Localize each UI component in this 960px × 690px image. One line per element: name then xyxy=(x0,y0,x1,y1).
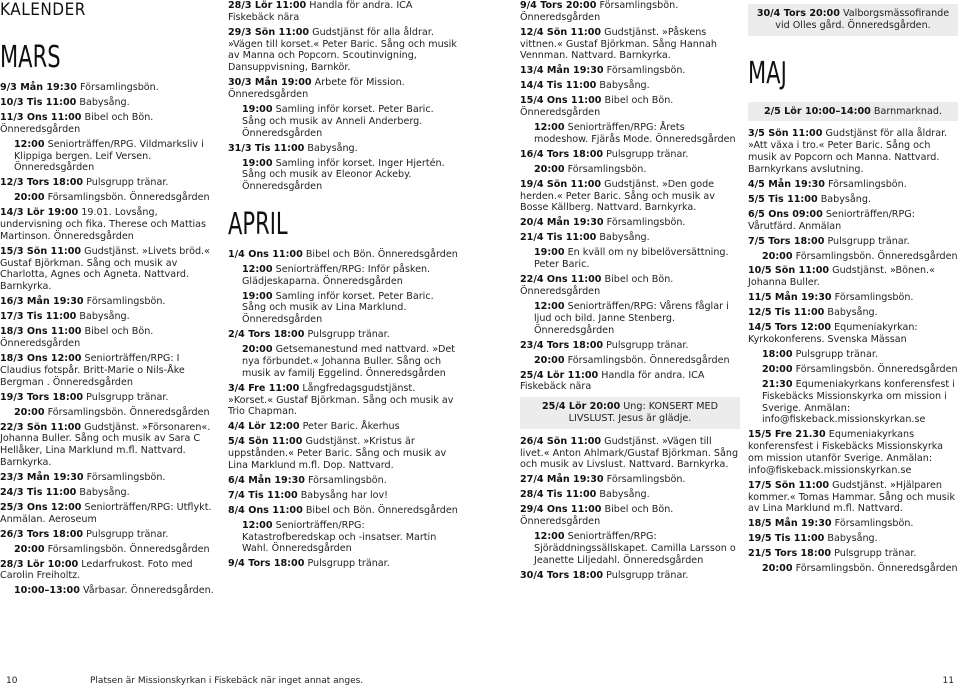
entry-date: 15/5 Fre 21.30 xyxy=(748,429,826,441)
calendar-entry xyxy=(520,164,740,176)
entry-date: 2/5 Lör 10:00–14:00 xyxy=(763,105,871,117)
entry-date: 18:00 xyxy=(762,349,793,361)
entry-date: 20:00 xyxy=(534,163,565,175)
entry-date: 20:00 xyxy=(762,364,793,375)
entry-text: Valborgsmässofirande vid Olles gård. Önneredsgården. xyxy=(775,8,950,31)
entry-date: 21/4 Tis 11:00 xyxy=(520,232,597,244)
calendar-entry xyxy=(520,122,740,146)
calendar-entry xyxy=(520,274,740,298)
entry-date: 24/3 Tis 11:00 xyxy=(0,486,77,498)
entry-text: Peter Baric. Åkerhus xyxy=(302,421,400,433)
entry-date: 28/3 Lör 10:00 xyxy=(0,558,79,570)
entry-date: 28/3 Lör 11:00 xyxy=(228,0,307,11)
entry-date: 11/3 Ons 11:00 xyxy=(0,111,82,123)
entry-text: Seniorträffen/RPG: Vårens fåglar i ljud och bild. Janne Stenberg. Önneredsgården xyxy=(534,300,729,336)
entry-date: 20:00 xyxy=(14,406,45,418)
entry-text: Gudstjänst. »Livets bröd.« Gustaf Björkman. Sång och musik av Charlotta, Agnes och Agneta. Nattvard. Barnkyrka. xyxy=(0,245,210,293)
entry-date: 8/4 Ons 11:00 xyxy=(228,504,303,516)
entry-text: Församlingsbön. Önneredsgården xyxy=(47,192,210,204)
calendar-entry xyxy=(748,128,958,175)
entry-text: Equmeniakyrkans konferensfest i Fiskebäcks Missionskyrka om mission i Sverige. Anmälan: info@fiskeback.missionskyrkan.se xyxy=(762,378,955,426)
calendar-entry xyxy=(0,529,215,541)
entry-text: Equmeniakyrkans konferensfest i Fiskebäcks Missionskyrka om mission utanför Sverige. Anmälan: info@fiskeback.missionskyrkan.se xyxy=(748,429,944,476)
page-title: KALENDER xyxy=(0,0,86,20)
entry-date: 23/3 Mån 19:30 xyxy=(0,471,84,483)
entry-text: Bibel och Bön. Önneredsgården xyxy=(0,111,154,135)
entry-text: Församlingsbön. xyxy=(834,292,914,304)
entry-date: 20:00 xyxy=(762,250,793,262)
entry-text: 19.01. Lovsång, undervisning och fika. Therese och Mattias Martinson. Önneredsgården xyxy=(0,207,207,242)
entry-date: 19:00 xyxy=(242,157,273,169)
entry-text: Gudstjänst. »Kristus är uppstånden.« Peter Baric. Sång och musik av Lina Marklund m.fl. Dop. Nattvard. xyxy=(228,436,447,471)
calendar-entry xyxy=(748,364,958,376)
entry-date: 14/4 Tis 11:00 xyxy=(520,80,597,92)
entry-text: Gudstjänst för alla åldrar. »Vägen till korset.« Peter Baric. Sång och musik av Manna och Popcorn. Scoutinvigning, Dansuppvisning, Barnkör. xyxy=(228,26,457,74)
calendar-entry xyxy=(228,77,460,101)
calendar-entry xyxy=(520,301,740,336)
calendar-entry xyxy=(228,520,460,555)
calendar-entry xyxy=(0,353,215,388)
calendar-entry xyxy=(748,518,958,530)
entry-date: 18/5 Mån 19:30 xyxy=(748,518,832,530)
entry-text: Arbete för Mission. Önneredsgården xyxy=(228,77,405,100)
calendar-entry xyxy=(228,421,460,433)
entry-date: 15/4 Ons 11:00 xyxy=(520,95,602,107)
entry-text: Pulsgrupp tränar. xyxy=(606,148,689,160)
entry-text: Babysång har lov! xyxy=(300,489,389,501)
entry-text: Gudstjänst. »Den gode herden.« Peter Baric. Sång och musik av Bosse Källberg. Nattvard. Barnkyrka. xyxy=(520,178,715,214)
entry-date: 19/3 Tors 18:00 xyxy=(0,391,84,403)
entry-date: 3/4 Fre 11:00 xyxy=(228,382,300,394)
entry-date: 12/4 Sön 11:00 xyxy=(520,26,602,38)
entry-date: 31/3 Tis 11:00 xyxy=(228,142,305,154)
entry-text: Babysång. xyxy=(599,80,650,92)
month-heading-maj: MAJ xyxy=(748,55,787,91)
entry-date: 21/5 Tors 18:00 xyxy=(748,548,832,560)
calendar-entry xyxy=(520,80,740,92)
calendar-entry xyxy=(0,112,215,136)
calendar-entry xyxy=(520,340,740,352)
calendar-entry xyxy=(228,249,460,261)
calendar-entry xyxy=(748,265,958,289)
entry-text: Församlingsbön. xyxy=(834,518,914,530)
entry-text: Babysång. xyxy=(79,486,130,498)
entry-text: Bibel och Bön. Önneredsgården xyxy=(520,274,674,297)
entry-text: Babysång. xyxy=(307,142,358,154)
entry-date: 10:00–13:00 xyxy=(14,585,80,597)
calendar-entry xyxy=(520,65,740,77)
entry-date: 10/5 Sön 11:00 xyxy=(748,265,830,277)
entries-list xyxy=(228,0,460,193)
page-number-left: 10 xyxy=(6,676,18,686)
entry-date: 25/4 Lör 20:00 xyxy=(542,401,621,413)
month-heading-mars: MARS xyxy=(0,40,61,75)
entry-text: Församlingsbön. Önneredsgården xyxy=(795,364,958,375)
entry-date: 20:00 xyxy=(14,543,45,555)
calendar-entry xyxy=(748,322,958,346)
entry-text: Bibel och Bön. Önneredsgården xyxy=(520,504,674,528)
calendar-entry xyxy=(0,326,215,350)
calendar-entry xyxy=(228,104,460,139)
entry-date: 12:00 xyxy=(242,519,273,531)
entry-text: Gudstjänst. »Vägen till livet.« Anton Ahlmark/Gustaf Björkman. Sång och musik av Livslust. Nattvard. Barnkyrka. xyxy=(520,435,739,471)
entry-date: 5/4 Sön 11:00 xyxy=(228,436,303,448)
entry-text: Samling inför korset. Inger Hjertén. Sång och musik av Eleonor Ackeby. Önneredsgården xyxy=(242,157,445,193)
calendar-entry xyxy=(228,291,460,326)
entry-date: 14/3 Lör 19:00 xyxy=(0,207,79,219)
entry-date: 12:00 xyxy=(534,300,565,312)
calendar-entry xyxy=(520,370,740,394)
entry-text: Seniorträffen/RPG: Katastrofberedskap och -insatser. Martin Wahl. Önneredsgården xyxy=(242,519,437,555)
calendar-entry xyxy=(748,480,958,515)
calendar-entry xyxy=(748,251,958,263)
entry-text: Pulsgrupp tränar. xyxy=(795,349,878,361)
calendar-entry xyxy=(228,490,460,502)
entry-date: 20:00 xyxy=(534,354,565,366)
entry-text: Bibel och Bön. Önneredsgården xyxy=(305,504,458,516)
entry-text: Getsemanestund med nattvard. »Det nya förbundet.« Johanna Buller. Sång och musik av familj Eggelind. Önneredsgården xyxy=(242,344,456,379)
entry-date: 30/3 Mån 19:00 xyxy=(228,77,312,89)
entry-date: 3/5 Sön 11:00 xyxy=(748,128,823,140)
calendar-entry xyxy=(0,82,215,94)
entry-text: Seniorträffen/RPG: Utflykt. Anmälan. Aeroseum xyxy=(0,501,212,525)
calendar-entry xyxy=(0,392,215,404)
entry-text: Handla för andra. ICA Fiskebäck nära xyxy=(228,0,413,23)
entry-text: Equmeniakyrkan: Kyrkokonferens. Svenska Mässan xyxy=(748,322,918,346)
entry-date: 6/5 Ons 09:00 xyxy=(748,208,823,220)
calendar-entry xyxy=(0,192,215,204)
entry-text: Gudstjänst. »Försonaren«. Johanna Buller. Sång och musik av Sara C Hellåker, Lina Marklund m.fl. Nattvard. Barnkyrka. xyxy=(0,421,211,468)
calendar-entry xyxy=(228,27,460,74)
calendar-entry xyxy=(520,247,740,271)
calendar-entry xyxy=(520,95,740,119)
entry-text: Pulsgrupp tränar. xyxy=(86,177,169,189)
entry-date: 22/4 Ons 11:00 xyxy=(520,274,602,286)
entry-date: 4/4 Lör 12:00 xyxy=(228,421,300,433)
calendar-entry xyxy=(520,436,740,471)
entry-text: Bibel och Bön. Önneredsgården xyxy=(305,248,458,260)
entry-text: Babysång. xyxy=(79,311,130,323)
entry-date: 6/4 Mån 19:30 xyxy=(228,474,305,486)
calendar-entry xyxy=(228,383,460,418)
entry-text: Församlingsbön. xyxy=(606,474,686,486)
entry-text: Pulsgrupp tränar. xyxy=(827,235,910,247)
entry-date: 22/3 Sön 11:00 xyxy=(0,421,82,433)
entry-text: Församlingsbön. xyxy=(86,296,166,308)
entry-text: Församlingsbön. Önneredsgården xyxy=(567,354,730,366)
calendar-entry xyxy=(0,139,215,174)
entry-date: 13/4 Mån 19:30 xyxy=(520,65,604,77)
month-heading-april: APRIL xyxy=(228,206,288,242)
entry-text: Bibel och Bön. Önneredsgården xyxy=(0,326,154,350)
calendar-entry xyxy=(528,401,732,425)
calendar-entry xyxy=(748,563,958,575)
entries-list xyxy=(520,0,740,393)
calendar-entry xyxy=(0,296,215,308)
entry-text: Församlingsbön. xyxy=(828,178,907,190)
calendar-entry xyxy=(520,232,740,244)
entry-text: Babysång. xyxy=(820,193,872,205)
entry-text: En kväll om ny bibelöversättning. Peter Baric. xyxy=(534,247,729,271)
calendar-entry xyxy=(0,472,215,484)
calendar-entry xyxy=(520,355,740,367)
calendar-entry xyxy=(520,489,740,501)
calendar-entry xyxy=(0,246,215,293)
entry-date: 19:00 xyxy=(534,247,565,259)
entry-text: Församlingsbön. xyxy=(606,217,686,229)
calendar-entry xyxy=(520,570,740,582)
calendar-entry xyxy=(520,27,740,62)
calendar-entry xyxy=(756,8,950,32)
entry-date: 19/5 Tis 11:00 xyxy=(748,533,825,545)
entry-date: 20/4 Mån 19:30 xyxy=(520,217,604,229)
entry-date: 7/4 Tis 11:00 xyxy=(228,489,298,501)
calendar-entry xyxy=(0,422,215,469)
entry-text: Pulsgrupp tränar. xyxy=(606,569,689,581)
entries-list xyxy=(520,436,740,582)
entry-date: 12/3 Tors 18:00 xyxy=(0,177,84,189)
entry-text: Seniorträffen/RPG: I Claudius fotspår. Britt-Marie o Nils-Åke Bergman . Önneredsgården xyxy=(0,353,185,388)
entries-list xyxy=(0,82,215,597)
entry-date: 9/3 Mån 19:30 xyxy=(0,82,77,93)
calendar-entry xyxy=(228,264,460,288)
entry-text: Samling inför korset. Peter Baric. Sång och musik av Anneli Anderberg. Önneredsgården xyxy=(242,103,434,139)
calendar-entry xyxy=(0,544,215,556)
entries-list xyxy=(228,249,460,570)
entry-text: Samling inför korset. Peter Baric. Sång och musik av Lina Marklund. Önneredsgården xyxy=(242,290,434,326)
page-number-right: 11 xyxy=(942,676,954,686)
entry-text: Långfredagsgudstjänst. »Korset.« Gustaf Björkman. Sång och musik av Trio Chapman. xyxy=(228,382,454,418)
entry-date: 20:00 xyxy=(762,563,793,575)
column-3 xyxy=(520,0,740,585)
entry-text: Babysång. xyxy=(827,533,878,545)
calendar-entry xyxy=(228,505,460,517)
calendar-entry xyxy=(748,533,958,545)
entry-date: 19:00 xyxy=(242,103,273,115)
entry-date: 21:30 xyxy=(762,378,793,390)
calendar-entry xyxy=(520,531,740,566)
entry-date: 19/4 Sön 11:00 xyxy=(520,178,602,190)
calendar-entry xyxy=(748,194,958,206)
entry-date: 25/3 Ons 12:00 xyxy=(0,501,82,513)
calendar-entry xyxy=(228,475,460,487)
entry-date: 29/4 Ons 11:00 xyxy=(520,504,602,516)
entry-date: 4/5 Mån 19:30 xyxy=(748,178,825,190)
entry-text: Seniorträffen/RPG: Vårutfärd. Anmälan xyxy=(748,208,915,232)
entry-date: 2/4 Tors 18:00 xyxy=(228,329,305,341)
entry-text: Pulsgrupp tränar. xyxy=(307,329,390,341)
entry-date: 9/4 Tors 20:00 xyxy=(520,0,597,11)
calendar-entry xyxy=(748,236,958,248)
entry-date: 7/5 Tors 18:00 xyxy=(748,235,825,247)
entry-text: Församlingsbön. Önneredsgården xyxy=(47,406,210,418)
entry-date: 20:00 xyxy=(242,344,273,356)
entry-text: Babysång. xyxy=(827,307,878,319)
calendar-entry xyxy=(520,179,740,214)
entry-date: 12/5 Tis 11:00 xyxy=(748,307,825,319)
entry-text: Seniorträffen/RPG: Sjöräddningssällskapet. Camilla Larsson o Jeanette Liljedahl. Önneredsgården xyxy=(534,531,736,566)
entry-date: 29/3 Sön 11:00 xyxy=(228,26,310,38)
highlight-box xyxy=(748,4,958,36)
entry-text: Pulsgrupp tränar. xyxy=(307,558,390,570)
entry-date: 5/5 Tis 11:00 xyxy=(748,193,818,205)
calendar-entry xyxy=(748,349,958,361)
calendar-entry xyxy=(0,407,215,419)
entry-text: Gudstjänst. »Hjälparen kommer.« Tomas Hammar. Sång och musik av Lina Marklund m.fl. Nattvard. xyxy=(748,479,956,515)
calendar-entry xyxy=(228,158,460,193)
calendar-entry xyxy=(228,0,460,24)
entry-date: 17/3 Tis 11:00 xyxy=(0,311,77,323)
entry-date: 27/4 Mån 19:30 xyxy=(520,474,604,486)
entry-text: Församlingsbön. xyxy=(80,82,159,93)
entry-date: 1/4 Ons 11:00 xyxy=(228,248,303,260)
entry-text: Barnmarknad. xyxy=(873,105,943,117)
calendar-entry xyxy=(0,502,215,526)
entry-text: Ung: KONSERT MED LIVSLUST. Jesus är glädje. xyxy=(568,401,718,424)
calendar-entry xyxy=(0,487,215,499)
entry-text: Församlingsbön. xyxy=(308,474,387,486)
entry-date: 23/4 Tors 18:00 xyxy=(520,339,604,351)
calendar-entry xyxy=(748,429,958,476)
column-4 xyxy=(748,0,958,578)
calendar-entry xyxy=(0,177,215,189)
calendar-entry xyxy=(520,0,740,24)
calendar-entry xyxy=(228,344,460,379)
calendar-entry xyxy=(748,209,958,233)
entry-date: 26/3 Tors 18:00 xyxy=(0,528,84,540)
entry-date: 14/5 Tors 12:00 xyxy=(748,322,832,334)
entry-date: 12:00 xyxy=(242,263,273,275)
calendar-entry xyxy=(520,149,740,161)
calendar-entry xyxy=(520,474,740,486)
entry-text: Vårbasar. Önneredsgården. xyxy=(82,585,214,597)
entry-date: 18/3 Ons 11:00 xyxy=(0,326,82,338)
highlight-box xyxy=(520,397,740,429)
entry-text: Församlingsbön. xyxy=(86,471,166,483)
calendar-entry xyxy=(748,307,958,319)
calendar-entry xyxy=(228,436,460,471)
entry-date: 15/3 Sön 11:00 xyxy=(0,245,82,257)
entry-text: Seniorträffen/RPG. Vildmarksliv i Klippiga bergen. Leif Versen. Önneredsgården xyxy=(14,138,204,174)
entry-date: 17/5 Sön 11:00 xyxy=(748,479,830,491)
entry-text: Församlingsbön. xyxy=(567,163,647,175)
entry-date: 16/4 Tors 18:00 xyxy=(520,148,604,160)
entry-text: Församlingsbön. Önneredsgården xyxy=(795,563,958,575)
calendar-entry xyxy=(520,217,740,229)
entry-text: Babysång. xyxy=(79,96,130,108)
entry-text: Pulsgrupp tränar. xyxy=(606,339,689,351)
calendar-entry xyxy=(756,106,950,118)
calendar-entry xyxy=(748,292,958,304)
entry-text: Församlingsbön. Önneredsgården xyxy=(520,0,679,23)
entry-text: Seniorträffen/RPG: Årets modeshow. Fjärås Mode. Önneredsgården xyxy=(534,122,736,145)
entry-text: Gudstjänst för alla åldrar. »Att växa i tro.« Peter Baric. Sång och musik av Popcorn och Manna. Nattvard. Barnkyrkans avslutning. xyxy=(748,128,948,175)
calendar-entry xyxy=(748,548,958,560)
entry-date: 19:00 xyxy=(242,290,273,302)
entry-date: 12:00 xyxy=(534,531,565,543)
entry-date: 26/4 Sön 11:00 xyxy=(520,435,602,447)
column-1 xyxy=(0,0,215,600)
calendar-entry xyxy=(0,207,215,242)
entry-date: 12:00 xyxy=(14,138,45,150)
entry-text: Babysång. xyxy=(599,489,650,501)
entry-date: 11/5 Mån 19:30 xyxy=(748,292,832,304)
entry-date: 30/4 Tors 20:00 xyxy=(756,8,840,19)
entry-date: 12:00 xyxy=(534,122,565,134)
entry-text: Gudstjänst. »Påskens vittnen.« Gustaf Björkman. Sång Hannah Vennman. Nattvard. Barnkyrka. xyxy=(520,26,717,62)
calendar-entry xyxy=(748,179,958,191)
entry-text: Ledarfrukost. Foto med Carolin Freiholtz. xyxy=(0,558,193,582)
entry-text: Bibel och Bön. Önneredsgården xyxy=(520,95,674,119)
entry-date: 16/3 Mån 19:30 xyxy=(0,296,84,308)
entry-text: Pulsgrupp tränar. xyxy=(86,528,169,540)
calendar-entry xyxy=(520,504,740,528)
calendar-entry xyxy=(228,329,460,341)
calendar-entry xyxy=(228,558,460,570)
entry-date: 18/3 Ons 12:00 xyxy=(0,353,82,364)
entry-text: Babysång. xyxy=(599,232,650,244)
entry-text: Pulsgrupp tränar. xyxy=(86,391,169,403)
entry-text: Gudstjänst. »Bönen.« Johanna Buller. xyxy=(748,265,935,289)
entry-text: Seniorträffen/RPG: Inför påsken. Glädjeskaparna. Önneredsgården xyxy=(242,263,431,287)
entry-text: Församlingsbön. Önneredsgården xyxy=(795,250,958,262)
entry-text: Församlingsbön. Önneredsgården xyxy=(47,543,210,555)
entry-date: 10/3 Tis 11:00 xyxy=(0,96,77,108)
entry-date: 20:00 xyxy=(14,192,45,204)
entry-date: 25/4 Lör 11:00 xyxy=(520,369,599,381)
calendar-entry xyxy=(228,143,460,155)
entry-text: Handla för andra. ICA Fiskebäck nära xyxy=(520,369,705,393)
calendar-entry xyxy=(0,585,215,597)
calendar-entry xyxy=(0,559,215,583)
calendar-entry xyxy=(0,97,215,109)
entry-date: 9/4 Tors 18:00 xyxy=(228,558,305,570)
footer-note: Platsen är Missionskyrkan i Fiskebäck när inget annat anges. xyxy=(90,676,364,686)
entry-text: Pulsgrupp tränar. xyxy=(834,548,917,560)
entry-date: 28/4 Tis 11:00 xyxy=(520,489,597,501)
calendar-entry xyxy=(0,311,215,323)
entries-list xyxy=(748,128,958,575)
entry-text: Församlingsbön. xyxy=(606,65,686,77)
entry-date: 30/4 Tors 18:00 xyxy=(520,569,604,581)
highlight-box xyxy=(748,102,958,122)
calendar-entry xyxy=(748,379,958,426)
column-2 xyxy=(228,0,460,573)
